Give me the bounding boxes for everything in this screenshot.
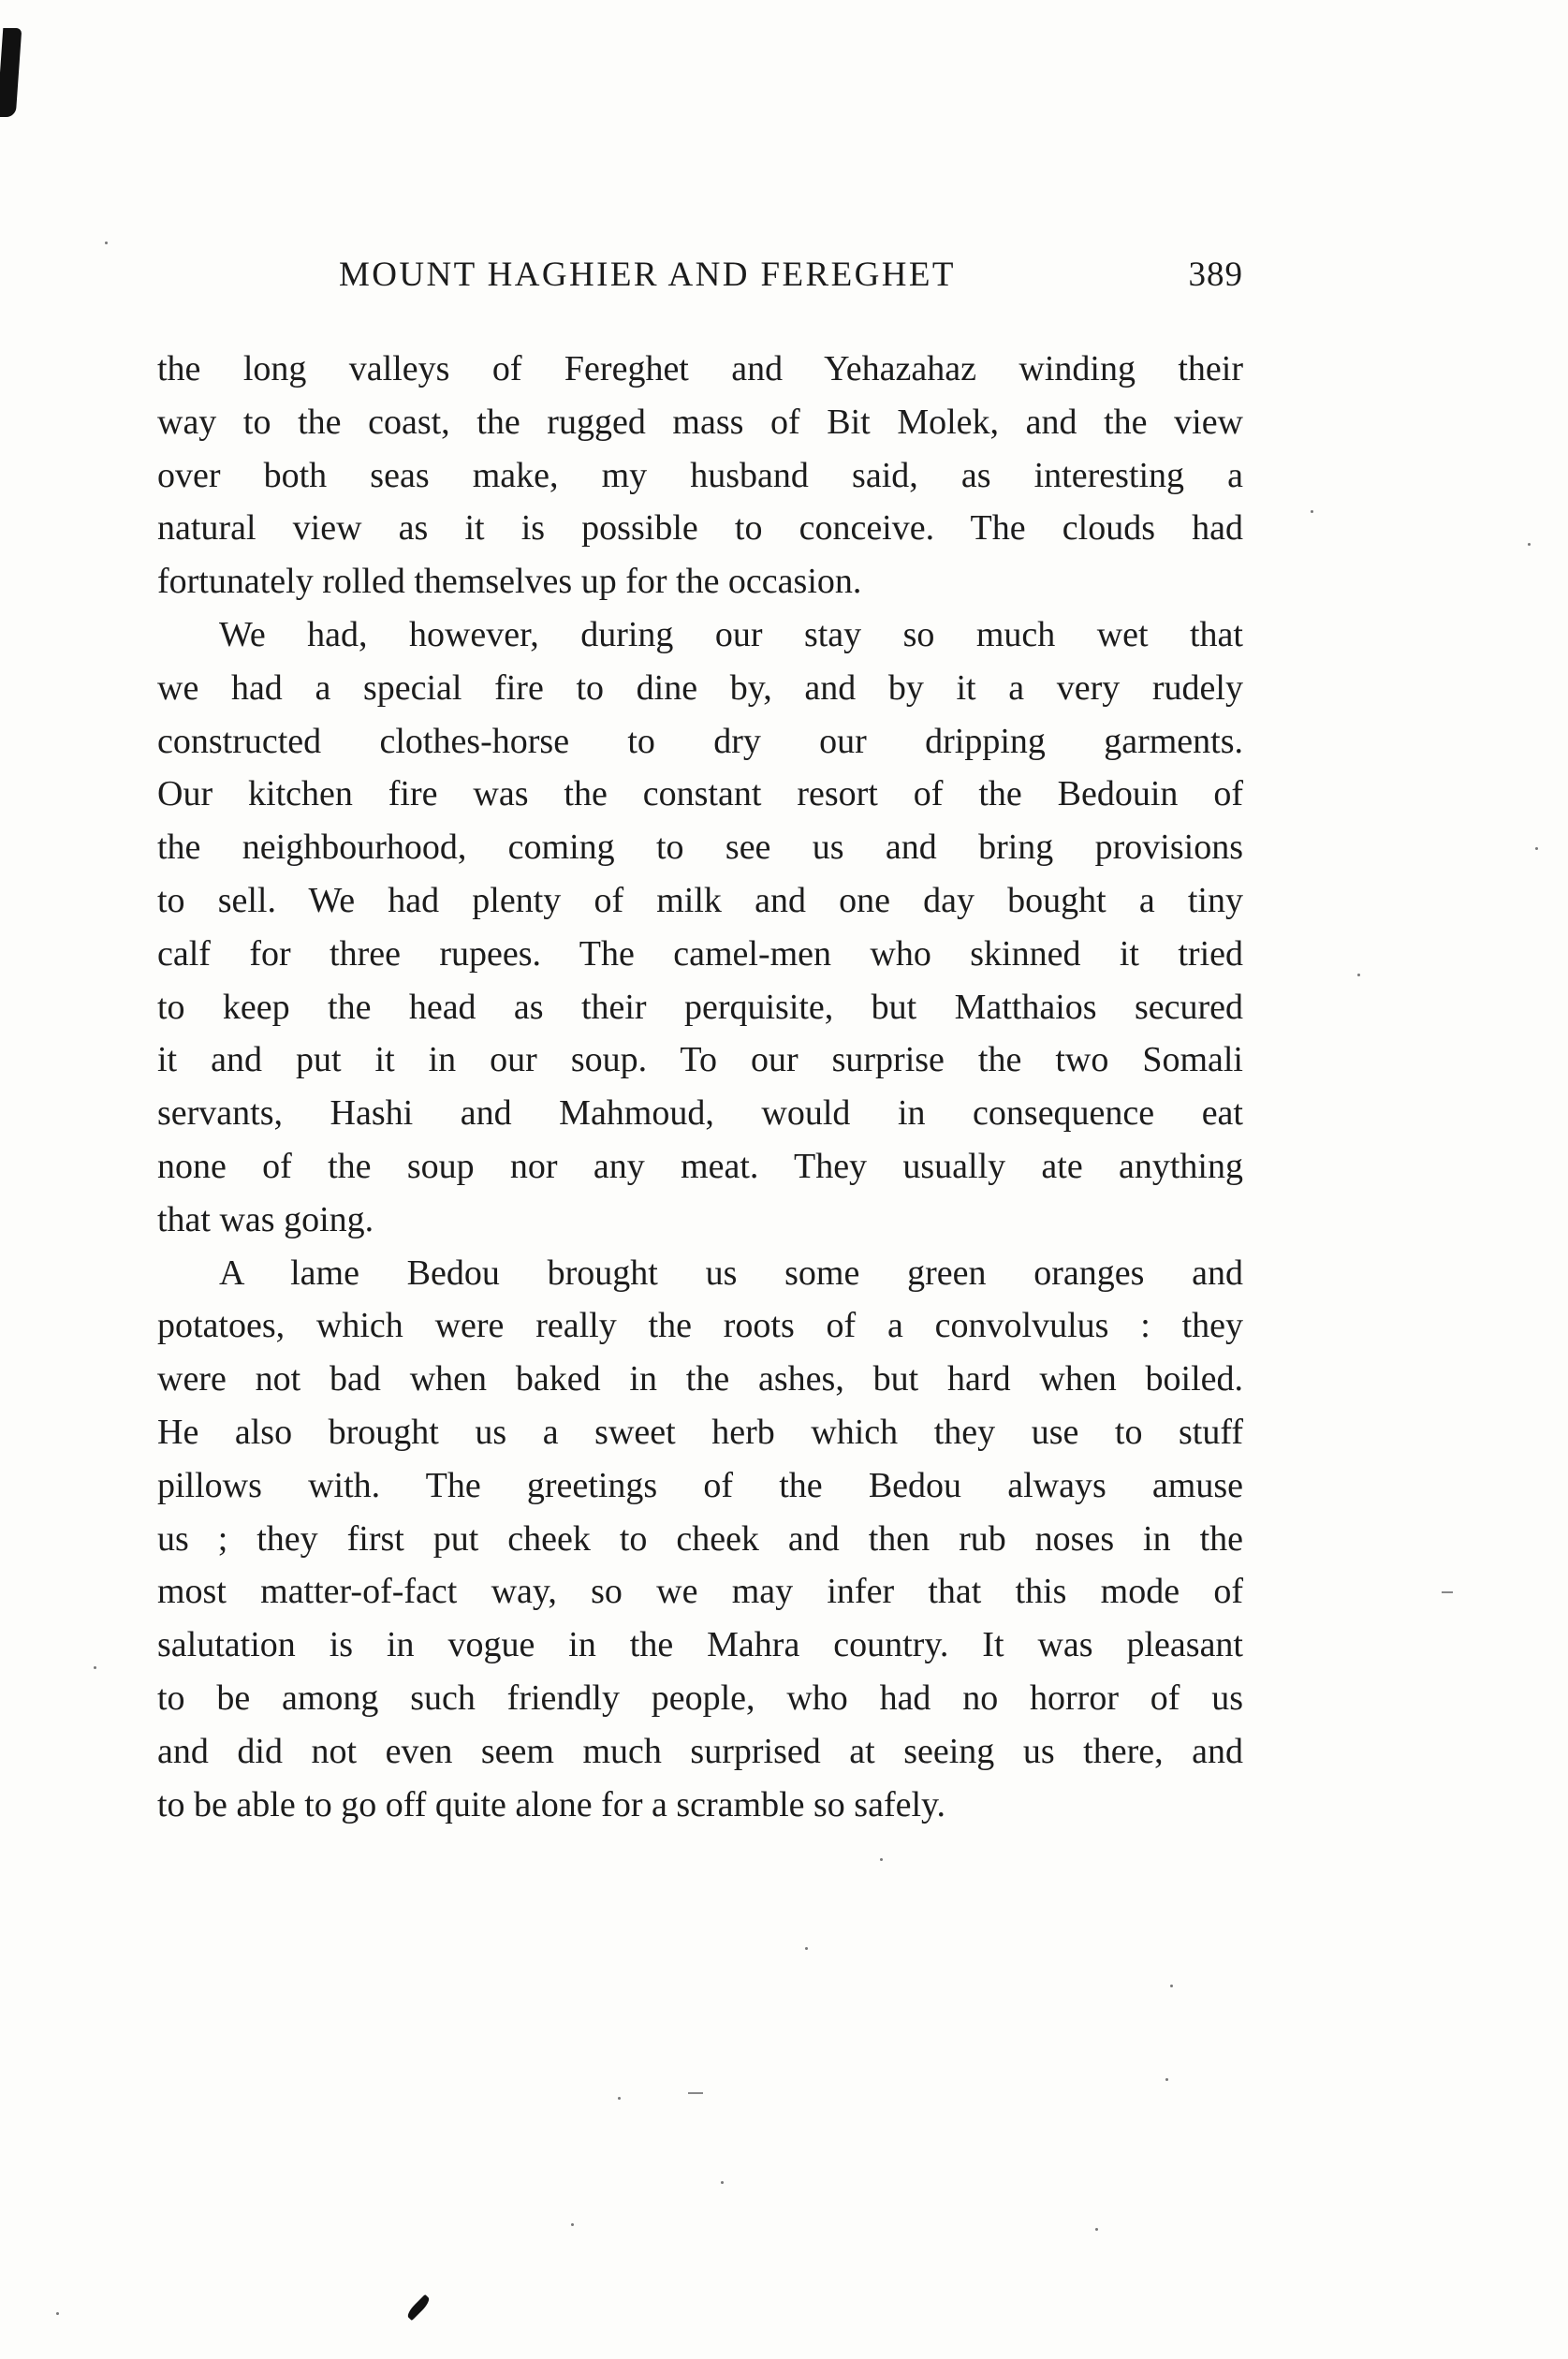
text-line: We had, however, during our stay so much wet that <box>219 614 1243 654</box>
text-line: most matter-of-fact way, so we may infer that this mode of <box>157 1572 1243 1612</box>
text-line: and did not even seem much surprised at seeing us there, and <box>157 1731 1243 1771</box>
text-line: to keep the head as their perquisite, but Matthaios secured <box>157 987 1243 1027</box>
page-number: 389 <box>1188 256 1243 294</box>
text-line: potatoes, which were really the roots of a convolvulus : they <box>157 1306 1243 1346</box>
text-line: it and put it in our soup. To our surprise the two Somali <box>157 1040 1243 1080</box>
text-line: He also brought us a sweet herb which they use to stuff <box>157 1412 1243 1452</box>
scan-corner-mark <box>0 28 22 117</box>
text-line: the neighbourhood, coming to see us and bring provisions <box>157 828 1243 868</box>
running-title: MOUNT HAGHIER AND FEREGHET <box>339 256 956 294</box>
scan-speck <box>880 1858 883 1861</box>
scan-speck <box>1165 2078 1168 2081</box>
scan-speck <box>1357 974 1360 976</box>
text-line: none of the soup nor any meat. They usually ate anything <box>157 1146 1243 1186</box>
scan-speck <box>805 1947 808 1950</box>
running-head <box>157 255 1243 311</box>
scan-speck <box>721 2181 724 2184</box>
text-line: we had a special fire to dine by, and by it a very rudely <box>157 667 1243 708</box>
text-line: way to the coast, the rugged mass of Bit Molek, and the view <box>157 402 1243 442</box>
text-line: servants, Hashi and Mahmoud, would in consequence eat <box>157 1093 1243 1134</box>
text-line: fortunately rolled themselves up for the occasion. <box>157 562 862 602</box>
scan-speck <box>94 1666 96 1669</box>
body-text <box>157 343 1243 1831</box>
scan-speck <box>1170 1985 1173 1987</box>
text-line: constructed clothes-horse to dry our dripping garments. <box>157 721 1243 761</box>
text-line: were not bad when baked in the ashes, but hard when boiled. <box>157 1359 1243 1399</box>
scan-speck <box>618 2097 621 2100</box>
text-line: Our kitchen fire was the constant resort of the Bedouin of <box>157 774 1243 814</box>
scan-speck <box>1535 847 1538 850</box>
text-line: to sell. We had plenty of milk and one day bought a tiny <box>157 880 1243 920</box>
ink-blot <box>405 2294 432 2321</box>
text-line: natural view as it is possible to conceive. The clouds had <box>157 508 1243 549</box>
text-line: pillows with. The greetings of the Bedou always amuse <box>157 1465 1243 1505</box>
scan-speck <box>1095 2228 1098 2231</box>
text-line: A lame Bedou brought us some green oranges and <box>219 1253 1243 1293</box>
paragraph <box>157 1247 1243 1832</box>
scan-dash <box>688 2092 703 2094</box>
scan-dash <box>1442 1591 1453 1593</box>
paragraph <box>157 608 1243 1247</box>
paragraph <box>157 343 1243 608</box>
scan-speck <box>1528 543 1531 546</box>
text-line: over both seas make, my husband said, as interesting a <box>157 455 1243 495</box>
text-line: salutation is in vogue in the Mahra country. It was pleasant <box>157 1625 1243 1665</box>
text-line: to be among such friendly people, who had no horror of us <box>157 1678 1243 1718</box>
scan-speck <box>1311 510 1313 513</box>
text-line: us ; they first put cheek to cheek and then rub noses in the <box>157 1518 1243 1559</box>
scan-speck <box>105 242 108 244</box>
text-line: calf for three rupees. The camel-men who skinned it tried <box>157 933 1243 974</box>
text-line: the long valleys of Fereghet and Yehazahaz winding their <box>157 349 1243 388</box>
scan-speck <box>571 2223 574 2226</box>
text-line: to be able to go off quite alone for a scramble so safely. <box>157 1784 946 1824</box>
scan-speck <box>56 2312 59 2315</box>
text-line: that was going. <box>157 1199 374 1239</box>
